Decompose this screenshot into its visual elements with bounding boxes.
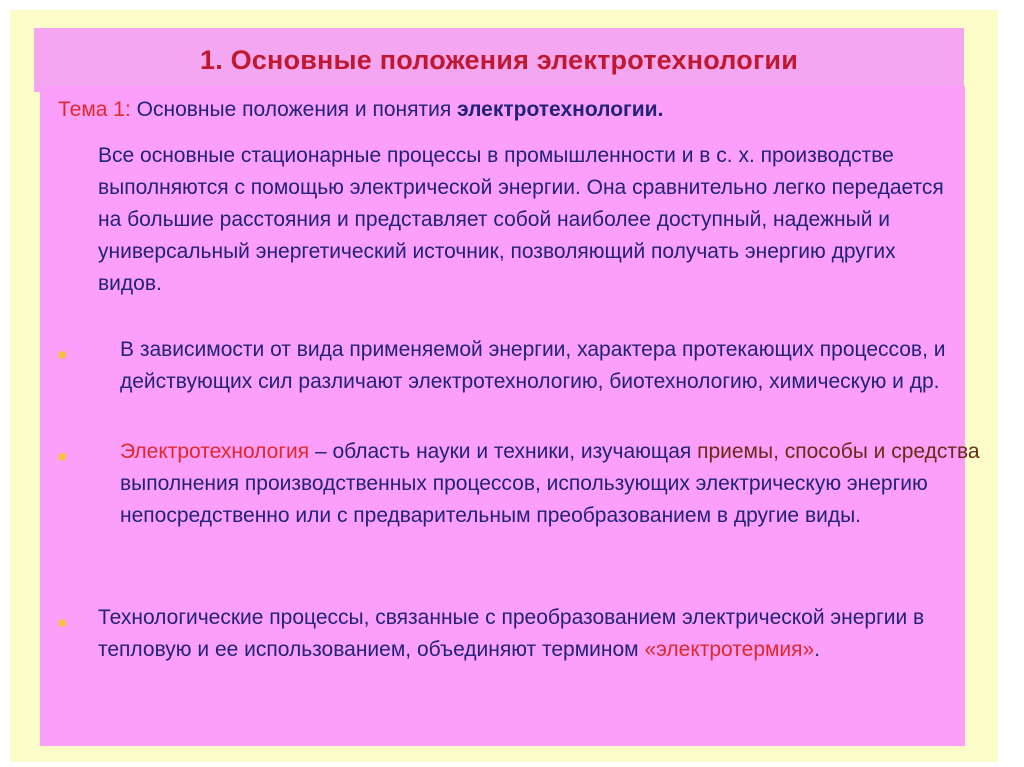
bullet-1: В зависимости от вида применяемой энергии, характера протекающих процессов, и действующих сил различают электротехнологию, биотехнологию, химическую и др.	[120, 338, 946, 393]
bullet-2-term: Электротехнология	[120, 440, 310, 463]
bullet-marker-3: ■	[58, 614, 67, 630]
content-panel	[40, 86, 980, 746]
topic-line	[58, 94, 663, 126]
bullet-3-end: .	[814, 638, 821, 661]
bullet-marker-2: ■	[58, 448, 67, 464]
title-bar	[34, 28, 964, 92]
bullet-2-dash: – область науки и техники, изучающая	[309, 440, 698, 463]
topic-emphasis: электротехнологии.	[457, 98, 664, 121]
slide	[10, 10, 998, 762]
bullet-2-methods: приемы, способы и средства	[697, 440, 980, 463]
topic-text: Основные положения и понятия	[130, 98, 458, 121]
bullet-marker-1: ■	[58, 346, 67, 362]
bullet-2-rest: выполнения производственных процессов, использующих электрическую энергию непосредственно или с предварительным преобразованием в другие виды.	[120, 472, 928, 527]
paragraph-1: Все основные стационарные процессы в промышленности и в с. х. производстве выполняются с помощью электрической энергии. Она сравнительно легко передается на большие расстояния и представляет собой наиболее доступный, надежный и универсальный энергетический источник, позволяющий получать энергию других видов.	[98, 144, 944, 295]
slide-title: 1. Основные положения электротехнологии	[199, 44, 798, 75]
bullet-2	[98, 436, 980, 532]
bullet-3	[98, 602, 958, 666]
bullet-3-term: «электротермия»	[644, 638, 815, 661]
topic-label: Тема 1:	[58, 98, 131, 121]
bullet-3-text: Технологические процессы, связанные с преобразованием электрической энергии в тепловую и ее использованием, объединяют термином	[98, 606, 925, 661]
